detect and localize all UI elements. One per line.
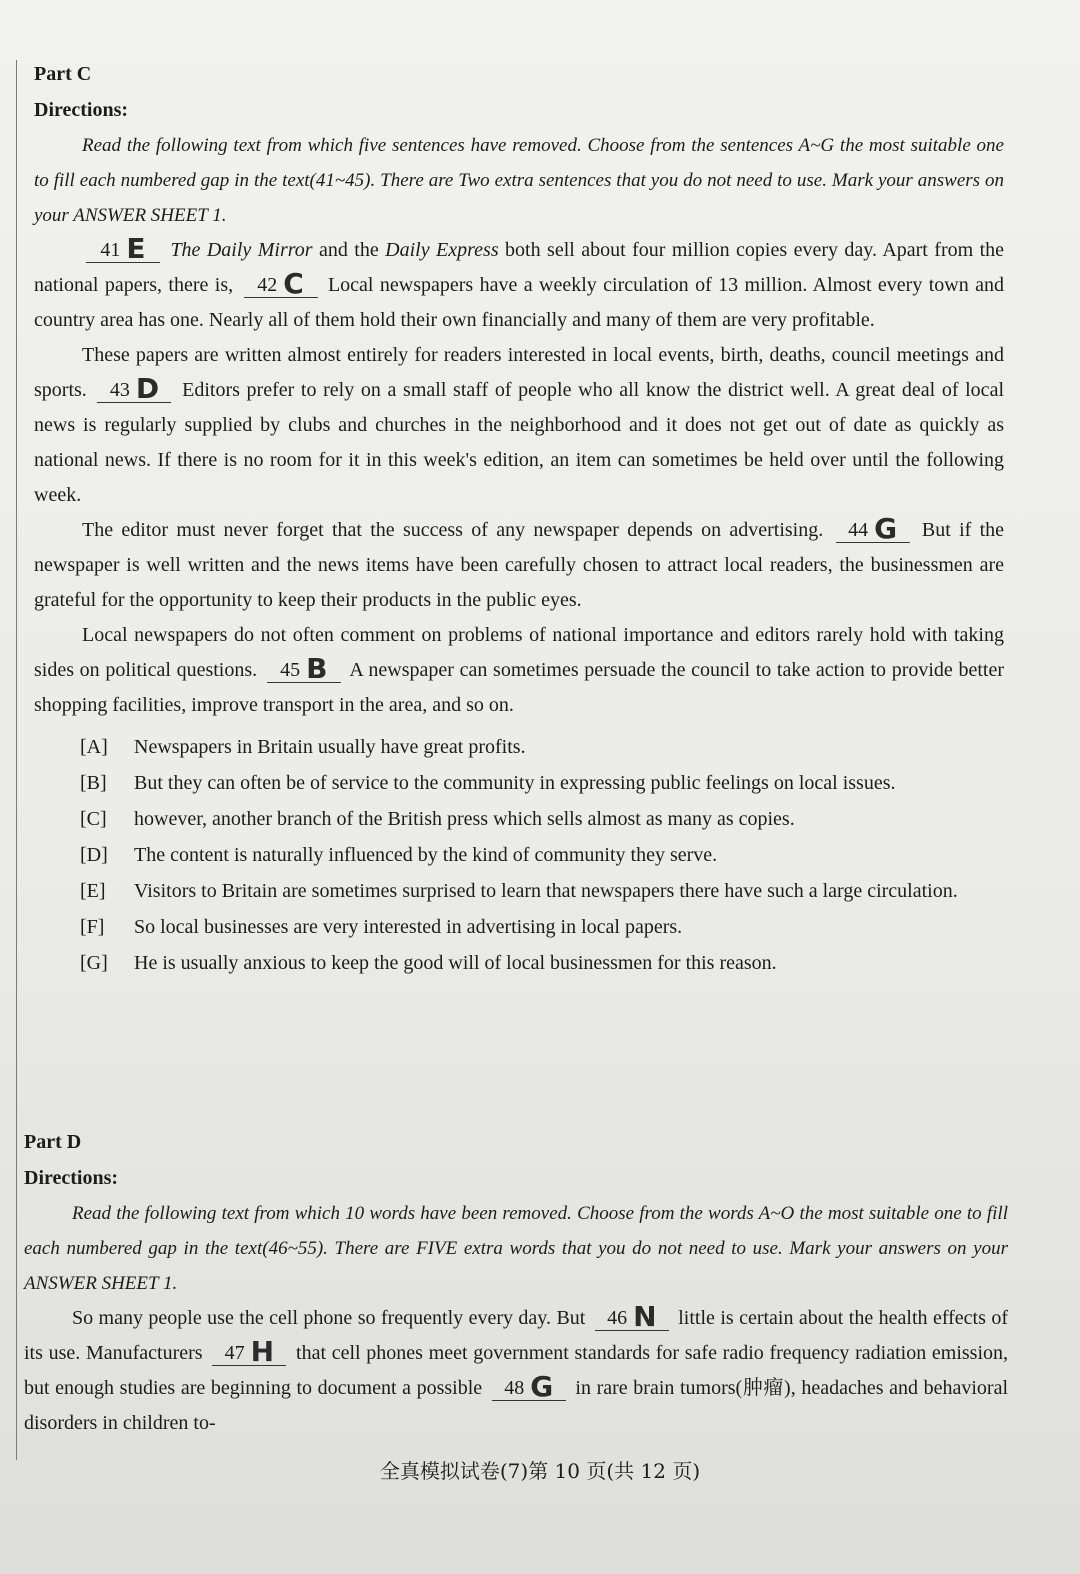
option-f: [F] So local businesses are very interested in advertising in local papers. xyxy=(80,916,683,938)
option-e: [E] Visitors to Britain are sometimes surprised to learn that newspapers there have such a large circulation. xyxy=(80,880,958,902)
part-d-directions: Read the following text from which 10 words have been removed. Choose from the words A~O the most suitable one to fill each numbered gap in the text(46~55). There are FIVE extra words that you do not need to use. Mark your answers on your ANSWER SHEET 1. xyxy=(24,1203,1008,1294)
part-d-directions-label: Directions: xyxy=(24,1167,119,1189)
option-c: [C] however, another branch of the British press which sells almost as many as copies. xyxy=(80,808,795,830)
handwritten-answer-42: C xyxy=(283,267,304,300)
part-c-paragraph-3: The editor must never forget that the success of any newspaper depends on advertising. 44 G But if the newspaper is well written and the news items have been carefully chosen to attract local readers, the businessmen are grateful for the opportunity to keep their products in the public eyes. xyxy=(34,512,1005,611)
part-c-title: Part C xyxy=(34,63,92,85)
gap-42: 42 C xyxy=(244,270,318,298)
part-c-directions: Read the following text from which five sentences have removed. Choose from the sentences A~G the most suitable one to fill each numbered gap in the text(41~45). There are Two extra sentences that you do not need to use. Mark your answers on your ANSWER SHEET 1. xyxy=(34,135,1004,226)
gap-45: 45 B xyxy=(267,655,341,683)
gap-41: 41 E xyxy=(86,235,160,263)
part-c-paragraph-4: Local newspapers do not often comment on problems of national importance and editors rarely hold with taking sides on political questions. 45 B A newspaper can sometimes persuade the council to take action to provide better shopping facilities, improve transport in the area, and so on. xyxy=(34,624,1005,716)
part-c-section xyxy=(34,56,1004,995)
gap-44: 44 G xyxy=(836,515,910,543)
handwritten-answer-43: D xyxy=(135,372,160,405)
part-d-paragraph-1: So many people use the cell phone so frequently every day. But 46 N little is certain about the health effects of its use. Manufacturers 47 H that cell phones meet government standards for safe radio frequency radiation emission, but enough studies are beginning to document a possible 48 G in rare brain tumors(肿瘤), headaches and behavioral disorders in children to- xyxy=(24,1300,1009,1434)
handwritten-answer-44: G xyxy=(874,512,898,545)
handwritten-answer-46: N xyxy=(633,1300,657,1333)
part-c-paragraph-1: 41 E The Daily Mirror and the Daily Express both sell about four million copies every day. Apart from the national papers, there is, 42 C Local newspapers have a weekly circulation of 13 million. Almost every town and country area has one. Nearly all of them hold their own financially and many of them are very profitable. xyxy=(34,232,1005,331)
gap-48: 48 G xyxy=(492,1373,566,1401)
option-b: [B] But they can often be of service to the community in expressing public feelings on local issues. xyxy=(80,772,896,794)
option-d: [D] The content is naturally influenced by the kind of community they serve. xyxy=(80,844,718,866)
part-c-paragraph-2: These papers are written almost entirely for readers interested in local events, birth, deaths, council meetings and sports. 43 D Editors prefer to rely on a small staff of people who all know the district well. A great deal of local news is regularly supplied by clubs and churches in the neighborhood and it does not get out of date as quickly as national news. If there is no room for it in this week's edition, an item can sometimes be held over until the following week. xyxy=(34,344,1004,506)
option-a: [A] Newspapers in Britain usually have great profits. xyxy=(80,736,526,758)
gap-46: 46 N xyxy=(595,1303,669,1331)
option-g: [G] He is usually anxious to keep the good will of local businessmen for this reason. xyxy=(80,952,777,974)
handwritten-answer-41: E xyxy=(126,232,146,265)
handwritten-answer-45: B xyxy=(306,652,328,685)
gap-47: 47 H xyxy=(212,1338,286,1366)
part-d-section xyxy=(24,1124,1008,1441)
gap-43: 43 D xyxy=(97,375,171,403)
sentence-options xyxy=(80,729,1004,981)
handwritten-answer-48: G xyxy=(530,1370,554,1403)
part-c-directions-label: Directions: xyxy=(34,99,129,121)
part-d-title: Part D xyxy=(24,1131,82,1153)
margin-rule xyxy=(16,60,17,1460)
page-footer: 全真模拟试卷(7)第 10 页(共 12 页) xyxy=(379,1459,701,1483)
handwritten-answer-47: H xyxy=(250,1335,275,1368)
